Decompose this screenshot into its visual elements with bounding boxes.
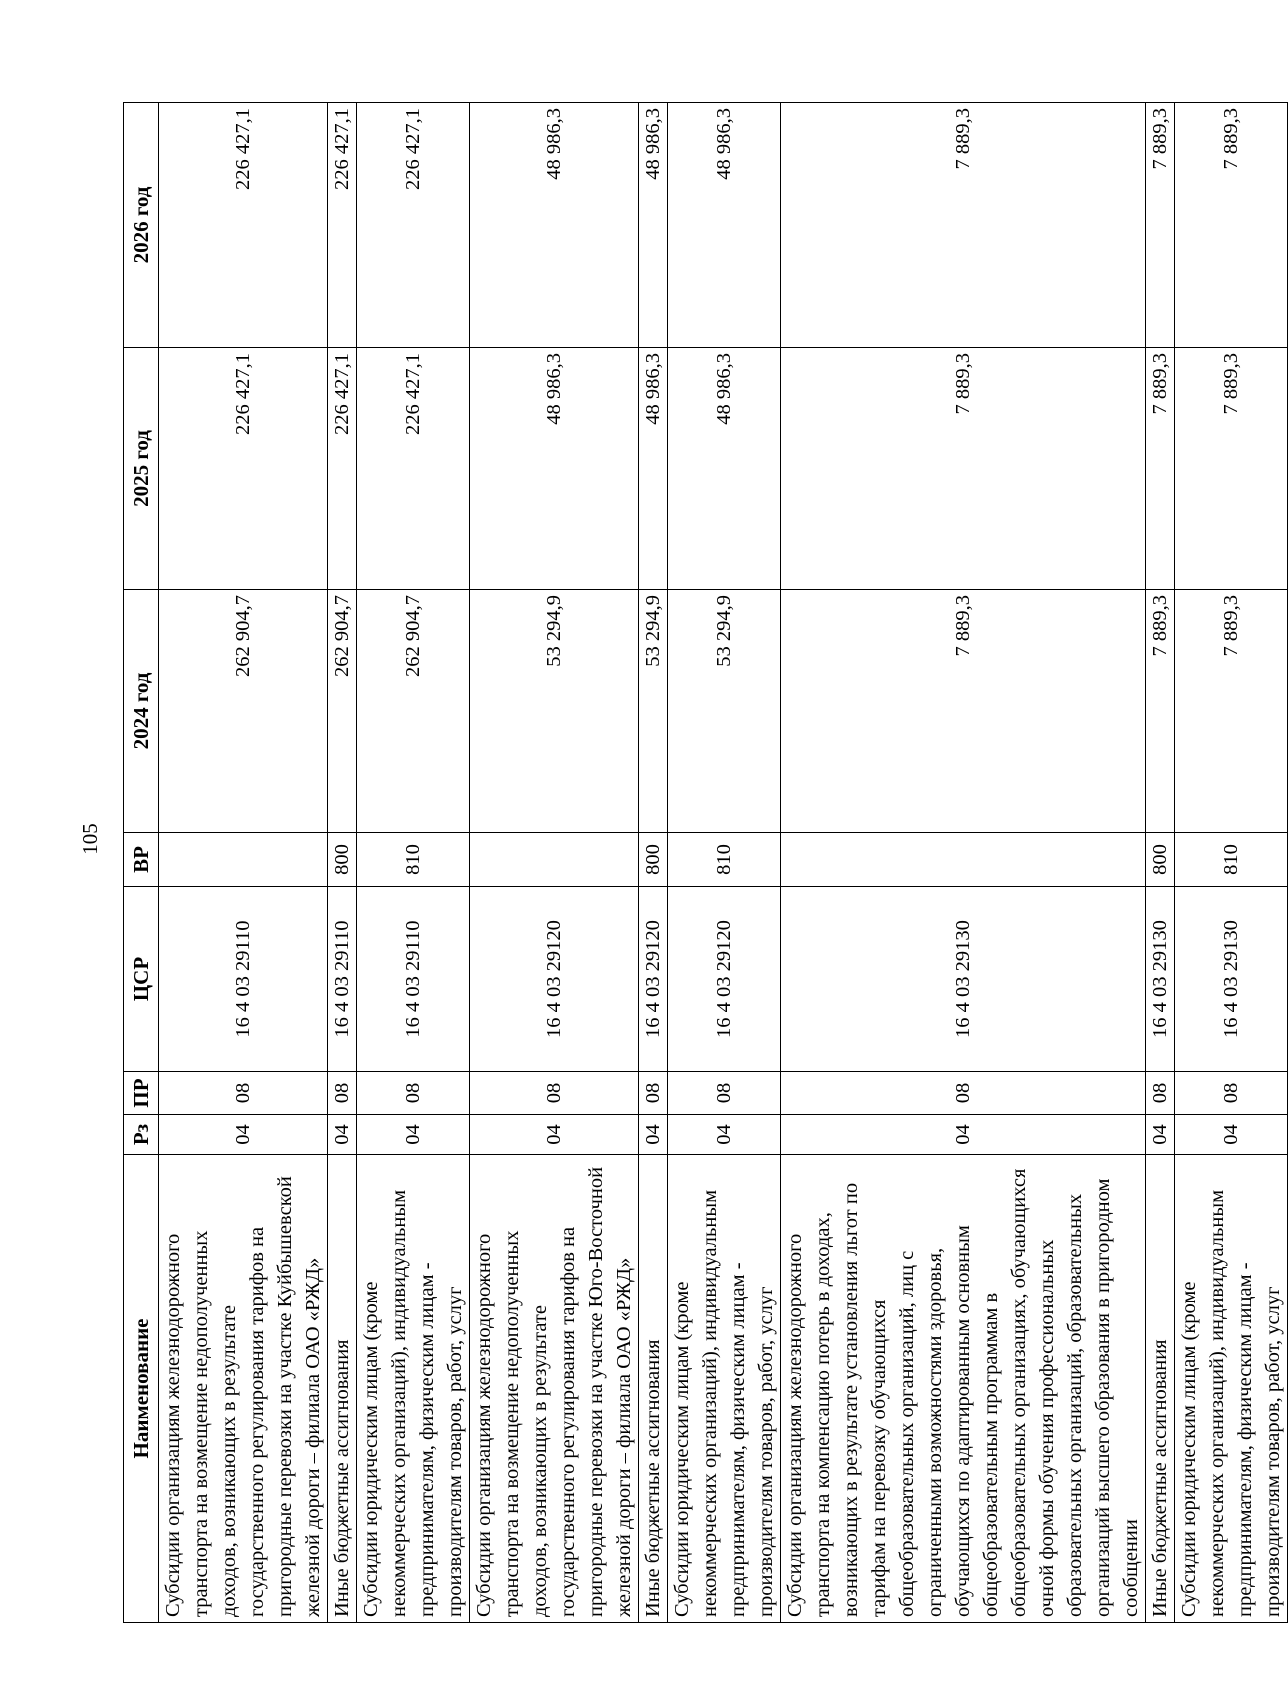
row-name: Субсидии юридическим лицам (кроме некоммерческих организаций), индивидуальным предпринимателям, физическим лицам - производителям товаров, работ, услуг: [668, 1155, 781, 1623]
row-2026: 7 889,3: [1146, 103, 1175, 348]
row-2025: 226 427,1: [357, 348, 470, 590]
page-number: 105: [78, 823, 102, 855]
row-name: Иные бюджетные ассигнования: [1146, 1155, 1175, 1623]
row-vr: 810: [1175, 833, 1288, 887]
header-vr: ВР: [124, 833, 159, 887]
row-vr: [470, 833, 639, 887]
row-name: Иные бюджетные ассигнования: [639, 1155, 668, 1623]
table-row: [357, 103, 470, 1623]
header-name: Наименование: [124, 1155, 159, 1623]
row-csr: 16 4 03 29120: [668, 887, 781, 1072]
row-name: Субсидии организациям железнодорожного транспорта на возмещение недополученных доходов, возникающих в результате государственного регулирования тарифов на пригородные перевозки на участке Юго-Восточной железной дороги – филиала ОАО «РЖД»: [470, 1155, 639, 1623]
row-2026: 7 889,3: [781, 103, 1146, 348]
row-rz: 04: [1175, 1115, 1288, 1155]
row-vr: 800: [639, 833, 668, 887]
row-csr: 16 4 03 29130: [1146, 887, 1175, 1072]
row-csr: 16 4 03 29110: [159, 887, 328, 1072]
row-2025: 7 889,3: [781, 348, 1146, 590]
row-2025: 48 986,3: [639, 348, 668, 590]
row-2024: 7 889,3: [781, 590, 1146, 833]
row-rz: 04: [781, 1115, 1146, 1155]
row-csr: 16 4 03 29120: [470, 887, 639, 1072]
row-2026: 226 427,1: [328, 103, 357, 348]
row-2026: 48 986,3: [668, 103, 781, 348]
table-row: [159, 103, 328, 1623]
row-name: Иные бюджетные ассигнования: [328, 1155, 357, 1623]
row-csr: 16 4 03 29130: [1175, 887, 1288, 1072]
row-pr: 08: [1175, 1072, 1288, 1115]
row-vr: 800: [1146, 833, 1175, 887]
table-row: [1146, 103, 1175, 1623]
row-2026: 48 986,3: [470, 103, 639, 348]
row-2024: 262 904,7: [328, 590, 357, 833]
table-row: [1175, 103, 1288, 1623]
row-pr: 08: [781, 1072, 1146, 1115]
row-pr: 08: [668, 1072, 781, 1115]
table-row: [328, 103, 357, 1623]
row-2025: 7 889,3: [1175, 348, 1288, 590]
row-2025: 48 986,3: [470, 348, 639, 590]
row-name: Субсидии юридическим лицам (кроме некоммерческих организаций), индивидуальным предпринимателям, физическим лицам - производителям товаров, работ, услуг: [357, 1155, 470, 1623]
row-2026: 48 986,3: [639, 103, 668, 348]
row-name: Субсидии организациям железнодорожного транспорта на возмещение недополученных доходов, возникающих в результате государственного регулирования тарифов на пригородные перевозки на участке Куйбышевской железной дороги – филиала ОАО «РЖД»: [159, 1155, 328, 1623]
header-row: [124, 103, 159, 1623]
row-2024: 262 904,7: [159, 590, 328, 833]
row-2025: 226 427,1: [328, 348, 357, 590]
row-csr: 16 4 03 29110: [357, 887, 470, 1072]
row-rz: 04: [1146, 1115, 1175, 1155]
row-vr: [781, 833, 1146, 887]
header-pr: ПР: [124, 1072, 159, 1115]
header-2025: 2025 год: [124, 348, 159, 590]
table-row: [781, 103, 1146, 1623]
row-pr: 08: [357, 1072, 470, 1115]
row-2025: 226 427,1: [159, 348, 328, 590]
row-vr: 810: [357, 833, 470, 887]
row-2026: 7 889,3: [1175, 103, 1288, 348]
row-2025: 7 889,3: [1146, 348, 1175, 590]
row-2024: 53 294,9: [470, 590, 639, 833]
table-row: [470, 103, 639, 1623]
rotated-table-frame: [123, 103, 1284, 1623]
row-pr: 08: [159, 1072, 328, 1115]
row-2024: 7 889,3: [1175, 590, 1288, 833]
row-rz: 04: [328, 1115, 357, 1155]
header-csr: ЦСР: [124, 887, 159, 1072]
header-2026: 2026 год: [124, 103, 159, 348]
row-pr: 08: [470, 1072, 639, 1115]
header-rz: Рз: [124, 1115, 159, 1155]
row-name: Субсидии юридическим лицам (кроме некоммерческих организаций), индивидуальным предпринимателям, физическим лицам - производителям товаров, работ, услуг: [1175, 1155, 1288, 1623]
row-rz: 04: [668, 1115, 781, 1155]
row-name: Субсидии организациям железнодорожного транспорта на компенсацию потерь в доходах, возникающих в результате установления льгот по тарифам на перевозку обучающихся общеобразовательных организаций, лиц с ограниченными возможностями здоровья, обучающихся по адаптированным основным общеобразовательным программам в общеобразовательных организациях, обучающихся очной формы обучения профессиональных образовательных организаций, образовательных организаций высшего образования в пригородном сообщении: [781, 1155, 1146, 1623]
row-2025: 48 986,3: [668, 348, 781, 590]
row-2026: 226 427,1: [159, 103, 328, 348]
row-pr: 08: [1146, 1072, 1175, 1115]
row-vr: 800: [328, 833, 357, 887]
row-2024: 53 294,9: [668, 590, 781, 833]
row-csr: 16 4 03 29130: [781, 887, 1146, 1072]
row-rz: 04: [159, 1115, 328, 1155]
row-vr: 810: [668, 833, 781, 887]
header-2024: 2024 год: [124, 590, 159, 833]
row-csr: 16 4 03 29120: [639, 887, 668, 1072]
budget-table: [123, 102, 1288, 1623]
row-pr: 08: [639, 1072, 668, 1115]
row-rz: 04: [357, 1115, 470, 1155]
table-row: [668, 103, 781, 1623]
row-2026: 226 427,1: [357, 103, 470, 348]
row-pr: 08: [328, 1072, 357, 1115]
row-vr: [159, 833, 328, 887]
row-2024: 262 904,7: [357, 590, 470, 833]
table-row: [639, 103, 668, 1623]
row-2024: 7 889,3: [1146, 590, 1175, 833]
row-rz: 04: [639, 1115, 668, 1155]
row-2024: 53 294,9: [639, 590, 668, 833]
row-rz: 04: [470, 1115, 639, 1155]
row-csr: 16 4 03 29110: [328, 887, 357, 1072]
